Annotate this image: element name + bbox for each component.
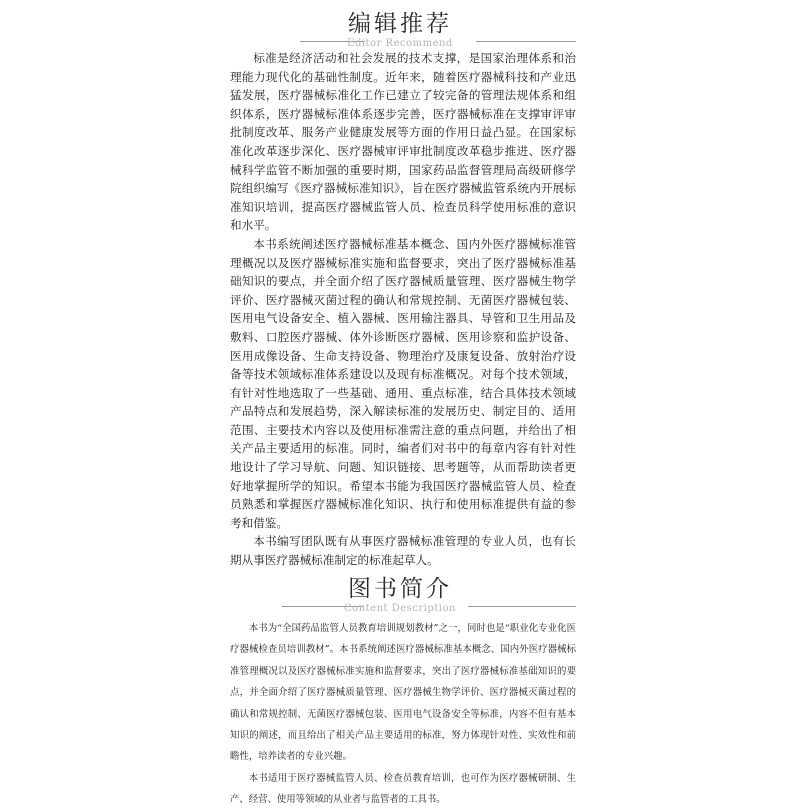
- content-description-title: 图书简介: [348, 576, 452, 602]
- header-rule-right: [476, 41, 576, 42]
- editor-recommend-title: 编辑推荐: [348, 11, 452, 37]
- paragraph: 本书为“全国药品监管人员教育培训规划教材”之一，同时也是“职业化专业化医疗器械检查员培训教材”。本书系统阐述医疗器械标准基本概念、国内外医疗器械标准管理概况以及医疗器械标准实施和监督要求，突出了医疗器械标准基础知识的要点，并全面介绍了医疗器械质量管理、医疗器械生物学评价、医疗器械灭菌过程的确认和常规控制、无菌医疗器械包装、医用电气设备安全等标准，内容不但有基本知识的阐述，而且给出了相关产品主要适用的标准，努力体现针对性、实效性和前瞻性，培养读者的专业兴趣。: [230, 623, 576, 763]
- content-description-header: [0, 575, 800, 623]
- paragraph: 本书系统阐述医疗器械标准基本概念、国内外医疗器械标准管理概况以及医疗器械标准实施和监督要求，突出了医疗器械标准基础知识的要点，并全面介绍了医疗器械质量管理、医疗器械生物学评价、医疗器械灭菌过程的确认和常规控制、无菌医疗器械包装、医用电气设备安全、植入器械、医用输注器具、导管和卫生用品及敷料、口腔医疗器械、体外诊断医疗器械、医用诊察和监护设备、医用成像设备、生命支持设备、物理治疗及康复设备、放射治疗设备等技术领域标准体系建设以及现有标准概况。对每个技术领域，有针对性地选取了一些基础、通用、重点标准，结合具体技术领域产品特点和发展趋势，深入解读标准的发展历史、制定目的、适用范围、主要技术内容以及使用标准需注意的重点问题，并给出了相关产品主要适用的标准。同时，编者们对书中的每章内容有针对性地设计了学习导航、问题、知识链接、思考题等，从而帮助读者更好地掌握所学的知识。希望本书能为我国医疗器械监管人员、检查员熟悉和掌握医疗器械标准化知识、执行和使用标准提供有益的参考和借鉴。: [230, 236, 576, 530]
- editor-recommend-body: [230, 49, 576, 570]
- content-description-body: [230, 618, 576, 811]
- content-description-subtitle: Content Description: [344, 603, 456, 614]
- header-rule-right: [468, 606, 576, 607]
- paragraph: 本书适用于医疗器械监管人员、检查员教育培训，也可作为医疗器械研制、生产、经营、使用等领域的从业者与监管者的工具书。: [230, 772, 576, 806]
- editor-recommend-subtitle: Editor Recommend: [347, 38, 453, 49]
- paragraph: 本书编写团队既有从事医疗器械标准管理的专业人员，也有长期从事医疗器械标准制定的标准起草人。: [230, 534, 576, 568]
- paragraph: 标准是经济活动和社会发展的技术支撑，是国家治理体系和治理能力现代化的基础性制度。近年来，随着医疗器械科技和产业迅猛发展，医疗器械标准化工作已建立了较完备的管理法规体系和组织体系，医疗器械标准体系逐步完善，医疗器械标准在支撑审评审批制度改革、服务产业健康发展等方面的作用日益凸显。在国家标准化改革逐步深化、医疗器械审评审批制度改革稳步推进、医疗器械科学监管不断加强的重要时期，国家药品监督管理局高级研修学院组织编写《医疗器械标准知识》，旨在医疗器械监管系统内开展标准知识培训，提高医疗器械监管人员、检查员科学使用标准的意识和水平。: [230, 51, 576, 233]
